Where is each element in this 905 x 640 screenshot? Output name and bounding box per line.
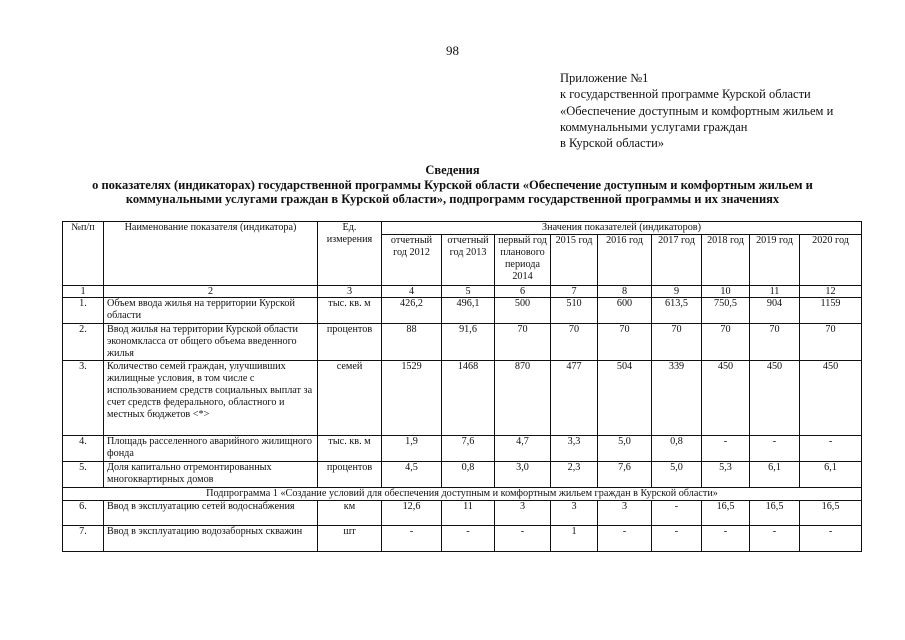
table-row xyxy=(63,324,862,361)
row-value: 12,6 xyxy=(382,501,442,526)
row-value: 11 xyxy=(442,501,495,526)
row-value: 5,0 xyxy=(652,462,702,488)
row-num: 5. xyxy=(63,462,104,488)
row-unit: км xyxy=(318,501,382,526)
header-unit: Ед. измерения xyxy=(318,222,382,286)
appendix-line: коммунальными услугами граждан xyxy=(560,119,748,134)
row-num: 1. xyxy=(63,298,104,324)
row-value: 70 xyxy=(750,324,800,361)
indicators-table xyxy=(62,221,862,552)
row-value: 0,8 xyxy=(652,436,702,462)
row-value: 16,5 xyxy=(702,501,750,526)
row-value: 613,5 xyxy=(652,298,702,324)
row-value: 70 xyxy=(702,324,750,361)
column-number: 3 xyxy=(318,286,382,298)
row-num: 4. xyxy=(63,436,104,462)
row-value: 6,1 xyxy=(750,462,800,488)
row-value: 450 xyxy=(750,361,800,436)
header-year: 2020 год xyxy=(800,235,862,286)
row-value: 7,6 xyxy=(598,462,652,488)
header-num: №п/п xyxy=(63,222,104,286)
row-num: 3. xyxy=(63,361,104,436)
row-value: - xyxy=(598,526,652,552)
row-value: 2,3 xyxy=(551,462,598,488)
row-value: 1529 xyxy=(382,361,442,436)
header-values-group: Значения показателей (индикаторов) xyxy=(382,222,862,235)
row-value: 0,8 xyxy=(442,462,495,488)
row-value: 91,6 xyxy=(442,324,495,361)
row-value: - xyxy=(702,526,750,552)
row-unit: тыс. кв. м xyxy=(318,298,382,324)
heading-title: Сведения xyxy=(425,163,480,177)
table-row xyxy=(63,436,862,462)
row-value: 1,9 xyxy=(382,436,442,462)
appendix-line: в Курской области» xyxy=(560,136,665,151)
row-unit: тыс. кв. м xyxy=(318,436,382,462)
column-number: 9 xyxy=(652,286,702,298)
subprogram-row xyxy=(63,488,862,501)
row-value: 500 xyxy=(495,298,551,324)
row-value: 5,0 xyxy=(598,436,652,462)
row-value: 1 xyxy=(551,526,598,552)
heading-line: коммунальными услугами граждан в Курской области», подпрограмм государственной программы и их значениях xyxy=(125,192,780,206)
row-value: 6,1 xyxy=(800,462,862,488)
header-name: Наименование показателя (индикатора) xyxy=(104,222,318,286)
row-value: 1159 xyxy=(800,298,862,324)
page-number: 98 xyxy=(446,43,459,58)
column-number: 8 xyxy=(598,286,652,298)
table-row xyxy=(63,462,862,488)
row-value: - xyxy=(495,526,551,552)
row-value: 750,5 xyxy=(702,298,750,324)
row-unit: процентов xyxy=(318,462,382,488)
row-value: 70 xyxy=(800,324,862,361)
row-unit: процентов xyxy=(318,324,382,361)
row-value: 70 xyxy=(598,324,652,361)
header-year: отчетный год 2012 xyxy=(382,235,442,286)
appendix-note xyxy=(560,70,890,151)
row-value: 510 xyxy=(551,298,598,324)
row-value: 3 xyxy=(495,501,551,526)
row-num: 2. xyxy=(63,324,104,361)
column-numbers-row xyxy=(63,286,862,298)
header-year: отчетный год 2013 xyxy=(442,235,495,286)
row-value: 7,6 xyxy=(442,436,495,462)
column-number: 1 xyxy=(63,286,104,298)
row-value: 70 xyxy=(551,324,598,361)
row-num: 6. xyxy=(63,501,104,526)
row-value: 450 xyxy=(800,361,862,436)
row-value: 16,5 xyxy=(800,501,862,526)
header-year: 2015 год xyxy=(551,235,598,286)
row-value: 3 xyxy=(551,501,598,526)
appendix-line: Приложение №1 xyxy=(560,71,649,85)
row-value: 1468 xyxy=(442,361,495,436)
row-unit: шт xyxy=(318,526,382,552)
row-name: Доля капитально отремонтированных многоквартирных домов xyxy=(104,462,318,488)
row-value: - xyxy=(750,436,800,462)
column-number: 4 xyxy=(382,286,442,298)
appendix-line: к государственной программе Курской области xyxy=(560,87,811,102)
row-name: Ввод в эксплуатацию сетей водоснабжения xyxy=(104,501,318,526)
row-name: Количество семей граждан, улучшивших жилищные условия, в том числе с использованием средств социальных выплат за счет средств федерального, областного и местных бюджетов <*> xyxy=(104,361,318,436)
row-value: 339 xyxy=(652,361,702,436)
column-number: 5 xyxy=(442,286,495,298)
row-name: Площадь расселенного аварийного жилищного фонда xyxy=(104,436,318,462)
row-value: - xyxy=(750,526,800,552)
header-year: 2017 год xyxy=(652,235,702,286)
header-year: 2019 год xyxy=(750,235,800,286)
row-name: Объем ввода жилья на территории Курской области xyxy=(104,298,318,324)
row-value: 70 xyxy=(652,324,702,361)
row-value: - xyxy=(442,526,495,552)
row-value: 5,3 xyxy=(702,462,750,488)
header-year: 2018 год xyxy=(702,235,750,286)
row-name: Ввод в эксплуатацию водозаборных скважин xyxy=(104,526,318,552)
column-number: 10 xyxy=(702,286,750,298)
appendix-line: «Обеспечение доступным и комфортным жильем и xyxy=(560,103,834,118)
column-number: 7 xyxy=(551,286,598,298)
header-year: первый год планового периода 2014 xyxy=(495,235,551,286)
subprogram-title: Подпрограмма 1 «Создание условий для обеспечения доступным и комфортным жильем граждан в Курской области» xyxy=(63,488,862,501)
row-value: 496,1 xyxy=(442,298,495,324)
row-value: 4,5 xyxy=(382,462,442,488)
row-value: - xyxy=(702,436,750,462)
row-value: 4,7 xyxy=(495,436,551,462)
row-value: - xyxy=(800,436,862,462)
row-value: 3,3 xyxy=(551,436,598,462)
row-name: Ввод жилья на территории Курской области экономкласса от общего объема введенного жилья xyxy=(104,324,318,361)
table-row xyxy=(63,526,862,552)
row-value: 70 xyxy=(495,324,551,361)
row-value: 600 xyxy=(598,298,652,324)
row-value: 88 xyxy=(382,324,442,361)
row-value: 426,2 xyxy=(382,298,442,324)
row-value: 504 xyxy=(598,361,652,436)
row-value: 3 xyxy=(598,501,652,526)
document-heading xyxy=(40,163,865,207)
column-number: 6 xyxy=(495,286,551,298)
row-value: 477 xyxy=(551,361,598,436)
row-value: 3,0 xyxy=(495,462,551,488)
table-row xyxy=(63,501,862,526)
row-num: 7. xyxy=(63,526,104,552)
row-unit: семей xyxy=(318,361,382,436)
row-value: 904 xyxy=(750,298,800,324)
row-value: 450 xyxy=(702,361,750,436)
header-year: 2016 год xyxy=(598,235,652,286)
row-value: - xyxy=(652,526,702,552)
table-row xyxy=(63,361,862,436)
column-number: 11 xyxy=(750,286,800,298)
row-value: 870 xyxy=(495,361,551,436)
row-value: 16,5 xyxy=(750,501,800,526)
row-value: - xyxy=(800,526,862,552)
row-value: - xyxy=(652,501,702,526)
column-number: 2 xyxy=(104,286,318,298)
heading-line: о показателях (индикаторах) государственной программы Курской области «Обеспечение доступным и комфортным жильем и xyxy=(92,177,813,192)
table-row xyxy=(63,298,862,324)
row-value: - xyxy=(382,526,442,552)
column-number: 12 xyxy=(800,286,862,298)
